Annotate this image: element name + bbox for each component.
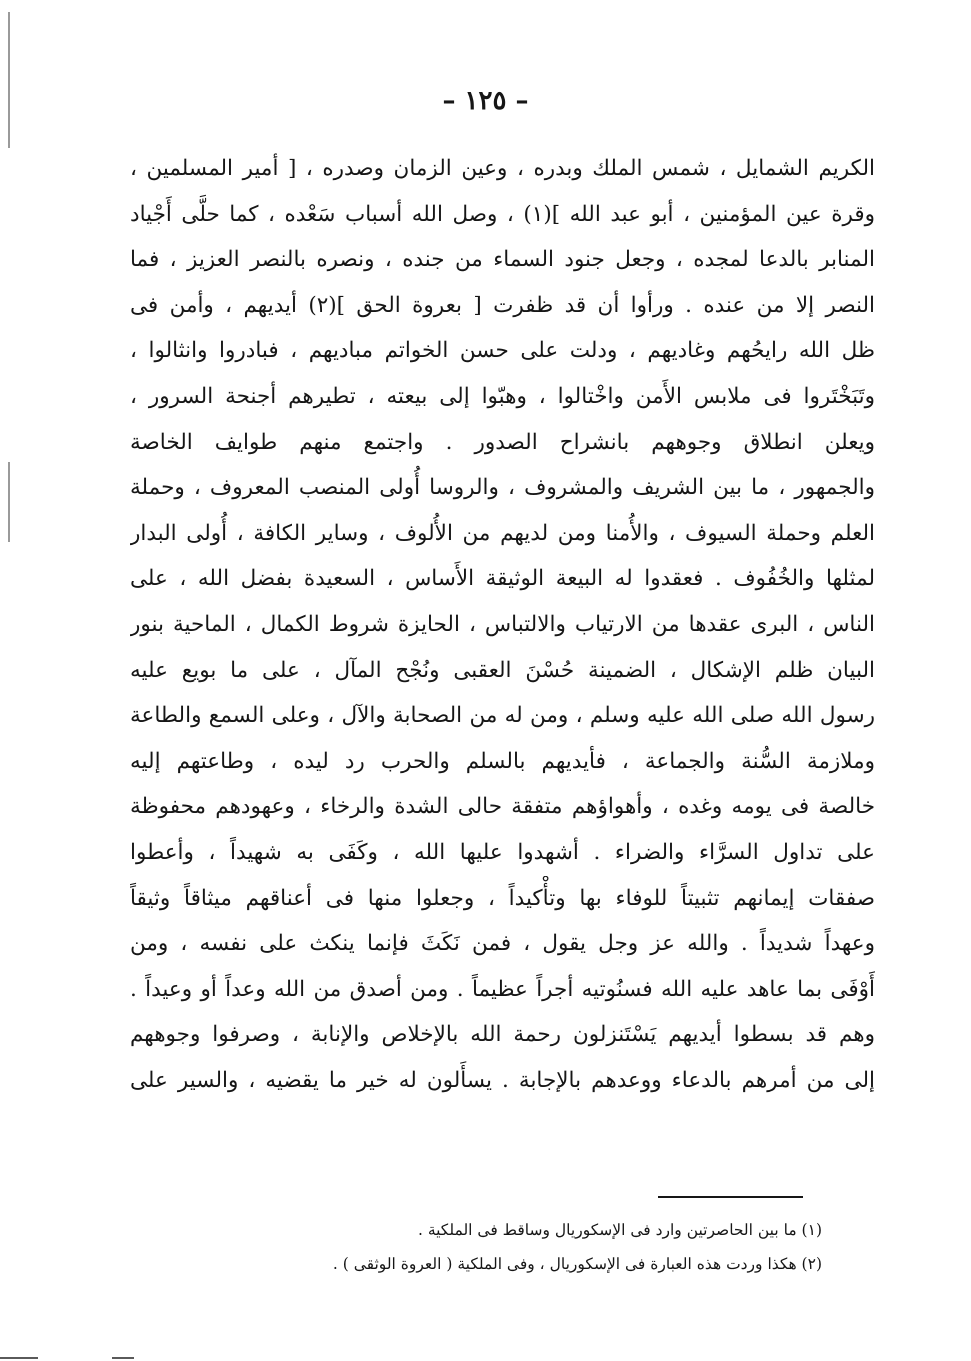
text-line: على تداول السرَّاء والضراء . أشهدوا عليها الله ، وكَفَى به شهيداً ، وأعطوا (130, 839, 875, 865)
margin-mark (8, 462, 10, 542)
footnotes (200, 1213, 822, 1281)
text-line: والجمهور ، ما بين الشريف والمشروف ، والروسا أُولى المنصب المعروف ، وحملة (130, 475, 875, 501)
text-line: لمثلها والخُفُوف . فعقدوا له البيعة الوثيقة الأَساس ، السعيدة بفضل الله ، على (130, 566, 875, 592)
text-line: وتَبَخْتَروا فى ملابس الأَمن واخْتالوا ، وهبّوا إلى بيعته ، تطيرهم أجنحة السرور ، (130, 383, 875, 409)
footnote-1: (١) ما بين الحاصرتين وارد فى الإسكوريال وساقط فى الملكية . (417, 1221, 822, 1239)
text-line: أَوْفَى بما عاهد عليه الله فسنُوتيه أجراً عظيماً . ومن أصدق من الله وعداً أو وعيداً . (130, 976, 875, 1002)
text-line: إلى من أمرهم بالدعاء ووعدهم بالإجابة . يسأَلون له خير ما يقضيه ، والسير على (130, 1067, 875, 1093)
text-line: ويعلن انطلاق وجوههم بانشراح الصدور . واجتمع منهم طوايف الخاصة (130, 429, 875, 455)
scan-mark (112, 1357, 134, 1359)
text-line: خالصة فى يومه وغده ، وأهواؤهم متفقة حالى الشدة والرخاء ، وعهودهم محفوظة (130, 794, 875, 820)
text-line: صفقات إيمانهم تثبيتاً للوفاء بها وتأْكيداً ، وجعلوا منها فى أعناقهم ميثاقاً وثيقاً (130, 885, 875, 911)
text-line: رسول الله صلى الله عليه وسلم ، ومن له من الصحابة والآل ، وعلى السمع والطاعة (130, 703, 875, 729)
text-line: الكريم الشمايل ، شمس الملك وبدره ، وعين الزمان وصدره ، [ أمير المسلمين ، (130, 156, 875, 181)
text-line: وملازمة السُّنة والجماعة ، فأيديهم بالسلم والحرب رد ليده ، وطاعتهم إليه (130, 748, 875, 774)
text-line: العلم وحملة السيوف ، والأُمنا ومن لديهم من الأُلوف ، وساير الكافة ، أُولى البدار (130, 520, 875, 546)
footnote-2: (٢) هكذا وردت هذه العبارة فى الإسكوريال ، وفى الملكية ( العروة الوثقى ) . (332, 1255, 822, 1273)
text-line: البيان ظلم الإشكال ، الضمينة حُسْنَ العقبى ونُجْح المآل ، على ما بويع عليه (130, 657, 875, 683)
margin-mark (8, 12, 10, 148)
footnote-divider (658, 1196, 803, 1198)
text-line: النصر إلا من عنده . ورأوا أن قد ظفرت [ بعروة الحق ](٢) أيديهم ، وأمن فى (130, 292, 875, 318)
text-line: وهم قد بسطوا أيديهم يَسْتَنزلون رحمة الله بالإخلاص والإنابة ، وصرفوا وجوههم (130, 1022, 875, 1048)
text-line: وعهداً شديداً . والله عز وجل يقول ، فمن نَكَثَ فإنما ينكث على نفسه ، ومن (130, 931, 875, 957)
text-line: وقرة عين المؤمنين ، أبو عبد الله ](١) ، وصل الله أسباب سَعْده ، كما حلَّى أَجْياد (130, 201, 875, 227)
scan-mark (0, 1357, 38, 1359)
text-line: المنابر بالدعا لمجده ، وجعل جنود السماء من جنده ، ونصره بالنصر العزيز ، فما (130, 247, 875, 273)
page-number: – ١٢٥ – (442, 86, 529, 116)
body-text (130, 146, 875, 1103)
text-line: ظل الله رايحُهم وغاديهم ، ودلت على حسن الخواتم مباديهم ، فبادروا وانثالوا ، (130, 338, 875, 364)
text-line: الناس ، البرى عقدها من الارتياب والالتباس ، الحايزة شروط الكمال ، الماحية بنور (130, 611, 875, 637)
